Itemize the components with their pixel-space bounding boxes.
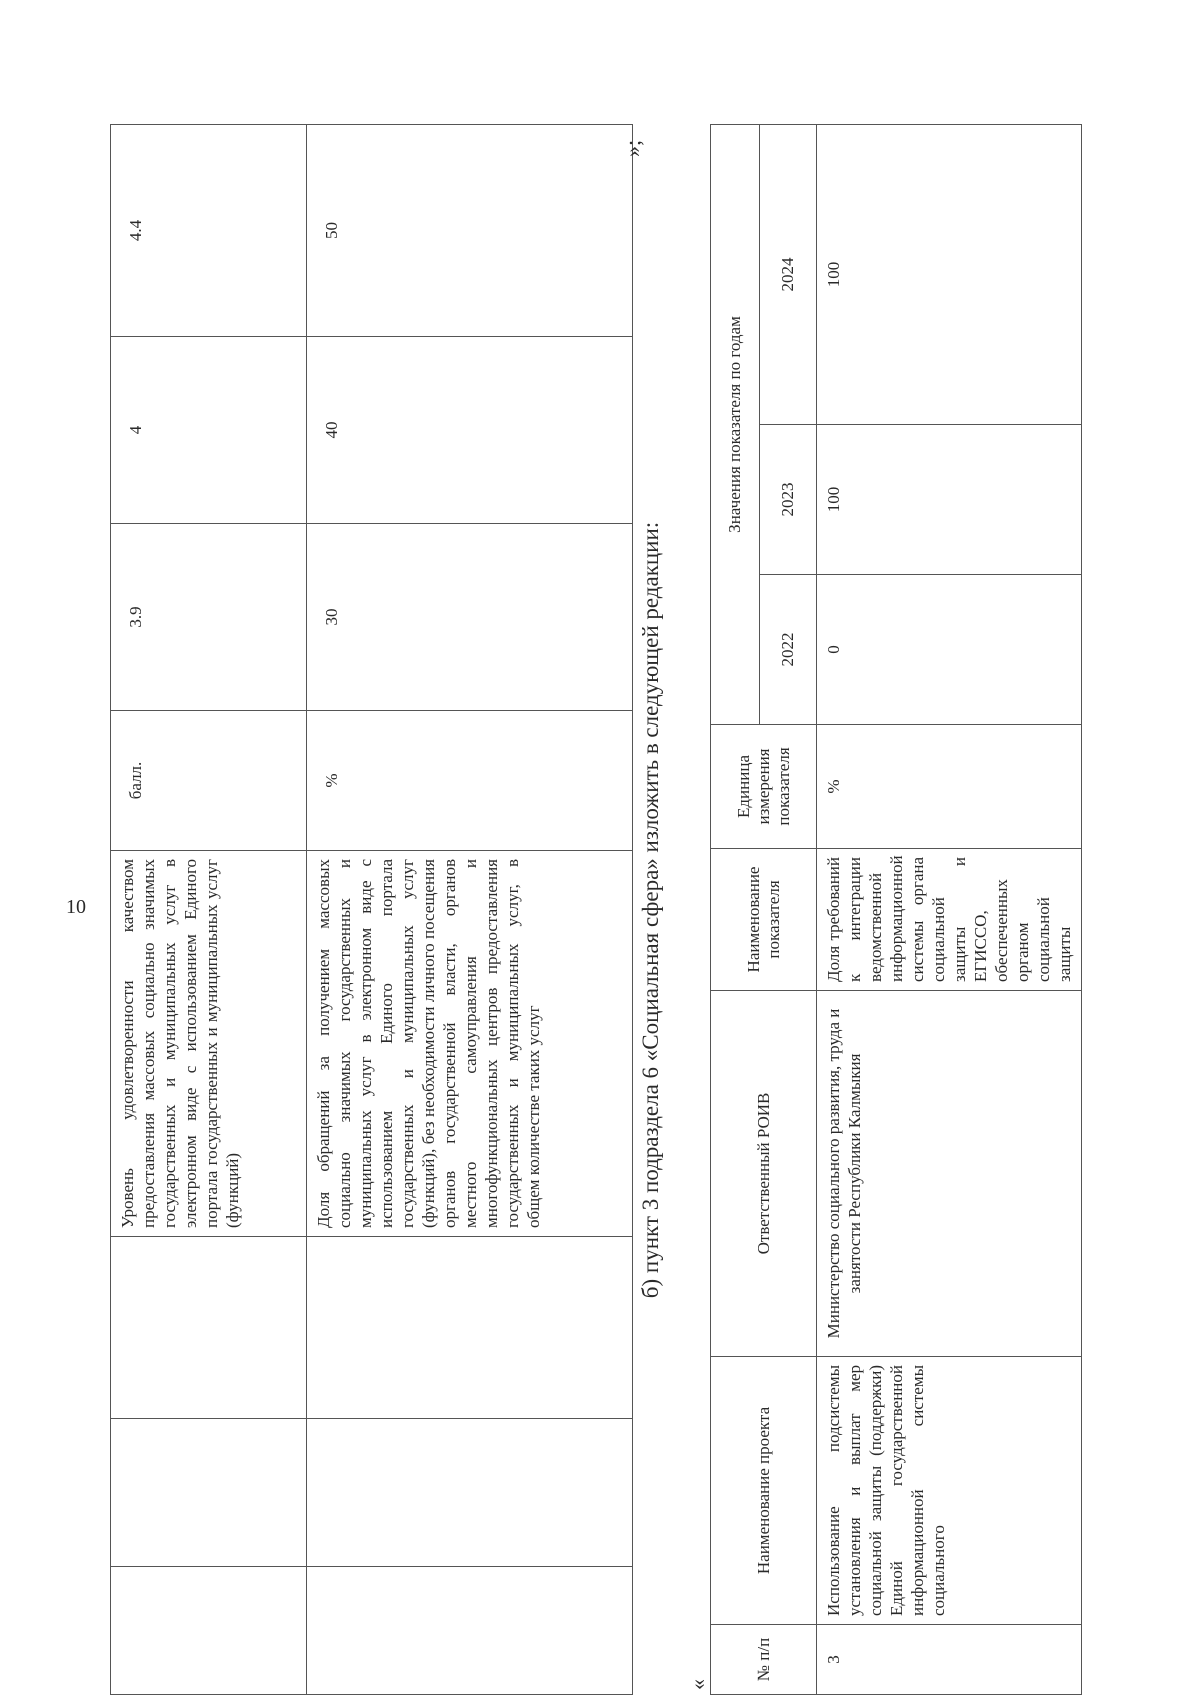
unit-cell: балл.	[111, 711, 307, 851]
empty-cell	[307, 1567, 633, 1695]
indicator-name-cell: Доля обращений за получением массовых социально значимых государственных и муниципальных услуг в электронном виде с использованием Единого портала государственных и муниципальных услуг (функций), без необходимости личного посещения органов государственной власти, органов местного самоуправления и многофункциональных центров предоставления государственных и муниципальных услуг, в общем количестве таких услуг	[307, 851, 633, 1237]
indicator-name-cell: Доля требований к интеграции ведомственной информационной системы органа социальной защиты и ЕГИССО, обеспеченных органом социальной защиты	[817, 848, 1082, 990]
indicator-name-cell: Уровень удовлетворенности качеством предоставления массовых социально значимых государственных и муниципальных услуг в электронном виде с использованием Единого портала государственных и муниципальных услуг (функций)	[111, 851, 307, 1237]
value-2022-cell: 0	[817, 574, 1082, 724]
project-name-cell: Использование подсистемы установления и выплат мер социальной защиты (поддержки) Единой государственной информационной системы социального	[817, 1356, 1082, 1624]
empty-cell	[307, 1237, 633, 1419]
header-project: Наименование проекта	[711, 1356, 817, 1624]
value-2024-cell: 50	[307, 125, 633, 337]
page-number: 10	[66, 896, 86, 918]
header-2023: 2023	[760, 424, 817, 574]
roiv-cell: Министерство социального развития, труда и занятости Республики Калмыкия	[817, 990, 1082, 1356]
header-2022: 2022	[760, 574, 817, 724]
empty-cell	[111, 1419, 307, 1567]
row-num-cell: 3	[817, 1625, 1082, 1695]
header-unit: Единица измерения показателя	[711, 724, 817, 848]
indicators-table-continued	[110, 124, 633, 1695]
header-values-by-year: Значения показателя по годам	[711, 124, 760, 724]
unit-cell: %	[307, 711, 633, 851]
amendment-text: б) пункт 3 подраздела 6 «Социальная сфера» изложить в следующей редакции:	[638, 521, 663, 1299]
table-row	[111, 125, 307, 1695]
value-2022-cell: 30	[307, 524, 633, 711]
opening-quote: «	[685, 1679, 710, 1690]
value-2023-cell: 4	[111, 337, 307, 524]
value-2023-cell: 100	[817, 424, 1082, 574]
header-roiv: Ответственный РОИВ	[711, 990, 817, 1356]
table-row	[817, 124, 1082, 1694]
empty-cell	[111, 1237, 307, 1419]
value-2024-cell: 4.4	[111, 125, 307, 337]
empty-cell	[111, 1567, 307, 1695]
header-indicator: Наименование показателя	[711, 848, 817, 990]
header-2024: 2024	[760, 124, 817, 424]
value-2022-cell: 3.9	[111, 524, 307, 711]
closing-quote: »;	[620, 139, 645, 157]
value-2023-cell: 40	[307, 337, 633, 524]
value-2024-cell: 100	[817, 124, 1082, 424]
unit-cell: %	[817, 724, 1082, 848]
empty-cell	[307, 1419, 633, 1567]
header-row	[711, 124, 760, 1694]
table-row	[307, 125, 633, 1695]
landscape-content	[110, 125, 1100, 1695]
header-num: № п/п	[711, 1625, 817, 1695]
social-sphere-table	[710, 124, 1082, 1695]
